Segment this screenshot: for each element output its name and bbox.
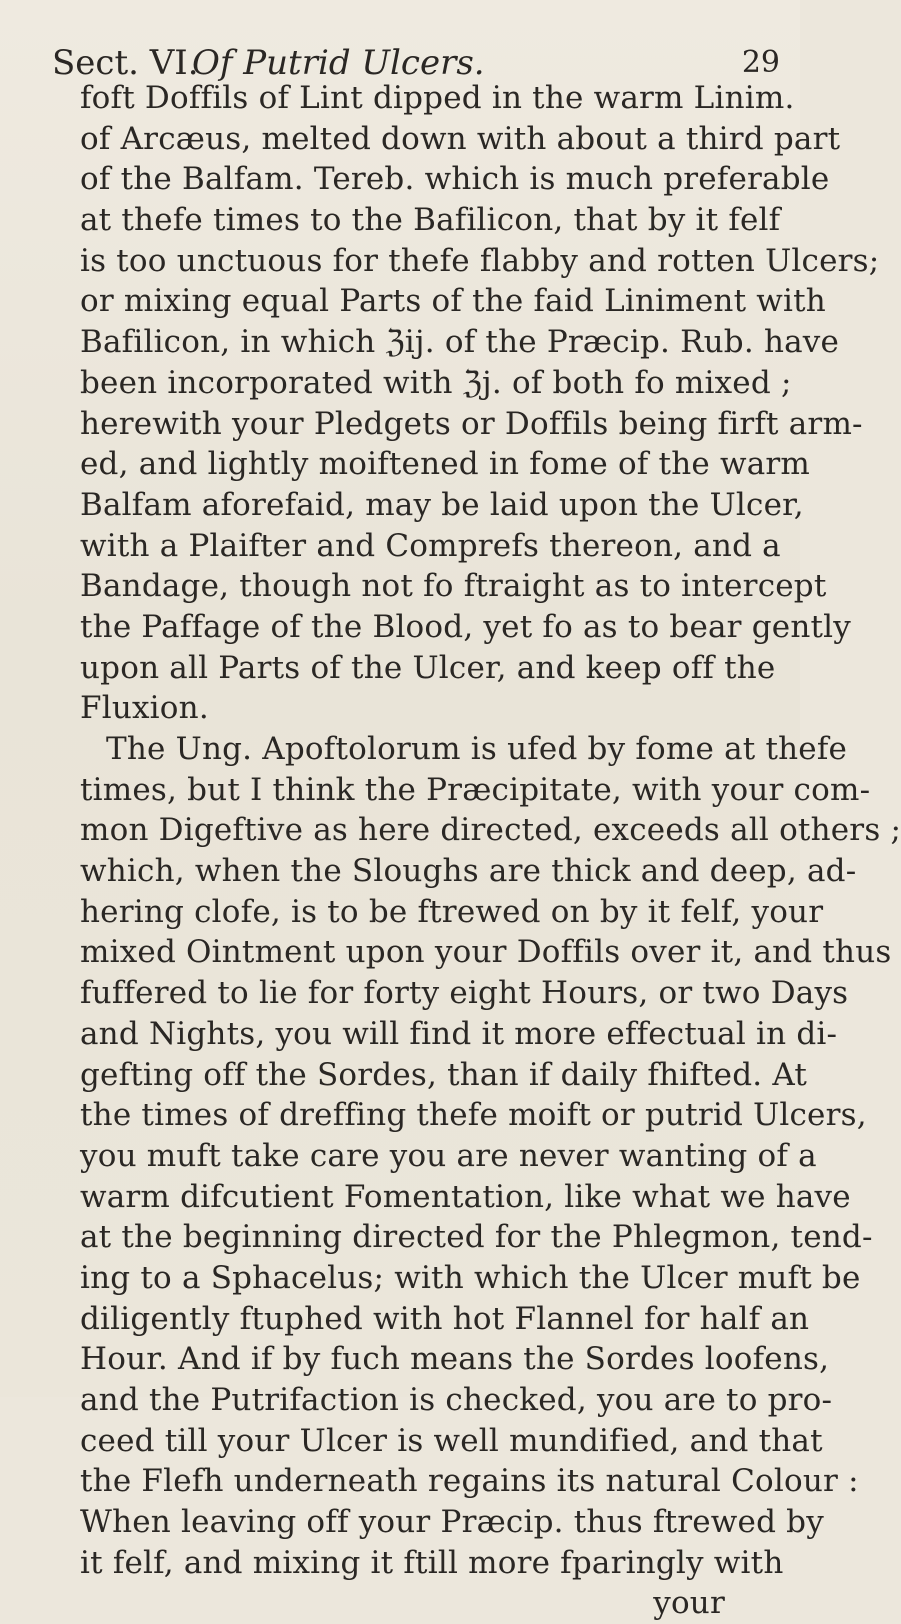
body-text bbox=[80, 78, 901, 1624]
text-line: upon all Parts of the Ulcer, and keep off the bbox=[80, 649, 776, 686]
text-line: Balfam aforefaid, may be laid upon the Ulcer, bbox=[80, 486, 804, 523]
text-line: Hour. And if by fuch means the Sordes loofens, bbox=[80, 1341, 830, 1378]
text-line: been incorporated with ℨj. of both fo mixed ; bbox=[80, 364, 792, 401]
text-line: with a Plaifter and Comprefs thereon, and a bbox=[80, 527, 781, 564]
text-line: it felf, and mixing it ftill more fparingly with bbox=[80, 1544, 784, 1581]
text-line: the times of dreffing thefe moift or putrid Ulcers, bbox=[80, 1097, 867, 1134]
text-line: the Paffage of the Blood, yet fo as to bear gently bbox=[80, 608, 851, 645]
section-label: Sect. VI. bbox=[52, 43, 199, 83]
text-line: at thefe times to the Bafilicon, that by it felf bbox=[80, 202, 781, 239]
running-title: Of Putrid Ulcers. bbox=[192, 43, 485, 83]
text-line: fuffered to lie for forty eight Hours, or two Days bbox=[80, 975, 849, 1012]
text-line: mon Digeftive as here directed, exceeds all others ; bbox=[80, 812, 901, 849]
text-line: gefting off the Sordes, than if daily fhifted. At bbox=[80, 1056, 808, 1093]
text-line: and the Putrifaction is checked, you are to pro- bbox=[80, 1382, 833, 1418]
text-line: and Nights, you will find it more effectual in di- bbox=[80, 1015, 838, 1052]
text-line: warm difcutient Fomentation, like what we have bbox=[80, 1178, 851, 1215]
text-line: diligently ftuphed with hot Flannel for half an bbox=[80, 1300, 810, 1337]
text-line: at the beginning directed for the Phlegmon, tend- bbox=[80, 1219, 873, 1256]
text-line: foft Doffils of Lint dipped in the warm Linim. bbox=[80, 80, 795, 116]
text-line: mixed Ointment upon your Doffils over it, and thus bbox=[80, 934, 892, 971]
text-line: you muft take care you are never wanting of a bbox=[80, 1137, 817, 1174]
text-line: herewith your Pledgets or Doffils being firft arm- bbox=[80, 405, 863, 442]
text-line: or mixing equal Parts of the faid Liniment with bbox=[80, 283, 826, 320]
text-line: which, when the Sloughs are thick and deep, ad- bbox=[80, 853, 857, 890]
catchword: your bbox=[653, 1585, 725, 1622]
text-line: is too unctuous for thefe flabby and rotten Ulcers; bbox=[80, 242, 880, 279]
text-line: The Ung. Apoftolorum is ufed by fome at thefe bbox=[106, 731, 848, 767]
text-line: Fluxion. bbox=[80, 690, 209, 727]
text-line: Bandage, though not fo ftraight as to intercept bbox=[80, 568, 827, 605]
text-line: ceed till your Ulcer is well mundified, and that bbox=[80, 1422, 823, 1459]
text-line: of Arcæus, melted down with about a third part bbox=[80, 120, 841, 157]
text-line: Bafilicon, in which ℨij. of the Præcip. Rub. have bbox=[80, 324, 840, 361]
page-number: 29 bbox=[741, 45, 780, 80]
text-line: the Flefh underneath regains its natural Colour : bbox=[80, 1463, 859, 1500]
text-line: of the Balfam. Tereb. which is much preferable bbox=[80, 161, 830, 198]
text-line: ing to a Sphacelus; with which the Ulcer muft be bbox=[80, 1259, 861, 1296]
text-line: times, but I think the Præcipitate, with your com- bbox=[80, 771, 871, 808]
text-line: ed, and lightly moiftened in fome of the warm bbox=[80, 446, 810, 483]
text-line: hering clofe, is to be ftrewed on by it felf, your bbox=[80, 893, 824, 930]
text-line: When leaving off your Præcip. thus ftrewed by bbox=[80, 1504, 824, 1541]
